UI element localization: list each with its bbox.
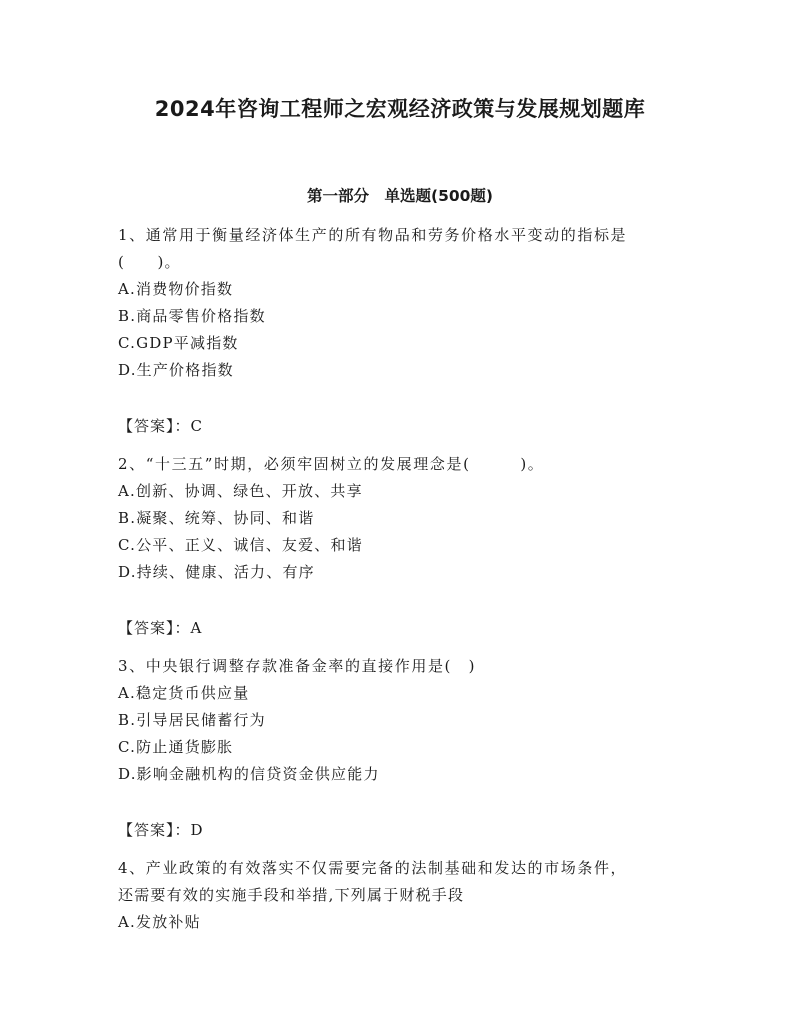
question-1-answer [118, 413, 698, 440]
question-1-stem-line-2: ( )。 [118, 253, 181, 271]
question-list [118, 222, 698, 936]
question-3-option-d: D.影响金融机构的信贷资金供应能力 [118, 765, 380, 783]
question-2 [118, 451, 698, 586]
answer-value: ：C [174, 417, 203, 435]
question-2-stem-line-1: 2、“十三五”时期，必须牢固树立的发展理念是( )。 [118, 455, 545, 473]
question-2-option-c: C.公平、正义、诚信、友爱、和谐 [118, 536, 363, 554]
answer-label: 【答案】 [118, 619, 175, 637]
question-1-stem-line-1: 1、通常用于衡量经济体生产的所有物品和劳务价格水平变动的指标是 [118, 226, 628, 244]
question-2-option-b: B.凝聚、统筹、协同、和谐 [118, 509, 315, 527]
question-1-option-d: D.生产价格指数 [118, 361, 234, 379]
question-3-option-a: A.稳定货币供应量 [118, 684, 250, 702]
question-4 [118, 855, 698, 936]
question-3-option-b: B.引导居民储蓄行为 [118, 711, 266, 729]
question-4-option-a: A.发放补贴 [118, 913, 201, 931]
document-title: 2024年咨询工程师之宏观经济政策与发展规划题库 [154, 97, 646, 121]
answer-value: ：D [174, 821, 204, 839]
question-4-stem-line-1: 4、产业政策的有效落实不仅需要完备的法制基础和发达的市场条件， [118, 859, 628, 877]
question-1-option-c: C.GDP平减指数 [118, 334, 239, 352]
question-2-answer [118, 615, 698, 642]
question-4-stem-line-2: 还需要有效的实施手段和举措,下列属于财税手段 [118, 886, 465, 904]
question-1-option-a: A.消费物价指数 [118, 280, 234, 298]
question-1-option-b: B.商品零售价格指数 [118, 307, 266, 325]
question-2-option-a: A.创新、协调、绿色、开放、共享 [118, 482, 363, 500]
section-title: 第一部分 单选题(500题) [306, 187, 494, 205]
answer-value: ：A [174, 619, 203, 637]
question-1 [118, 222, 698, 384]
answer-label: 【答案】 [118, 821, 175, 839]
question-3 [118, 653, 698, 788]
answer-label: 【答案】 [118, 417, 175, 435]
question-3-stem-line-1: 3、中央银行调整存款准备金率的直接作用是( ) [118, 657, 477, 675]
question-3-answer [118, 817, 698, 844]
question-2-option-d: D.持续、健康、活力、有序 [118, 563, 315, 581]
question-3-option-c: C.防止通货膨胀 [118, 738, 234, 756]
